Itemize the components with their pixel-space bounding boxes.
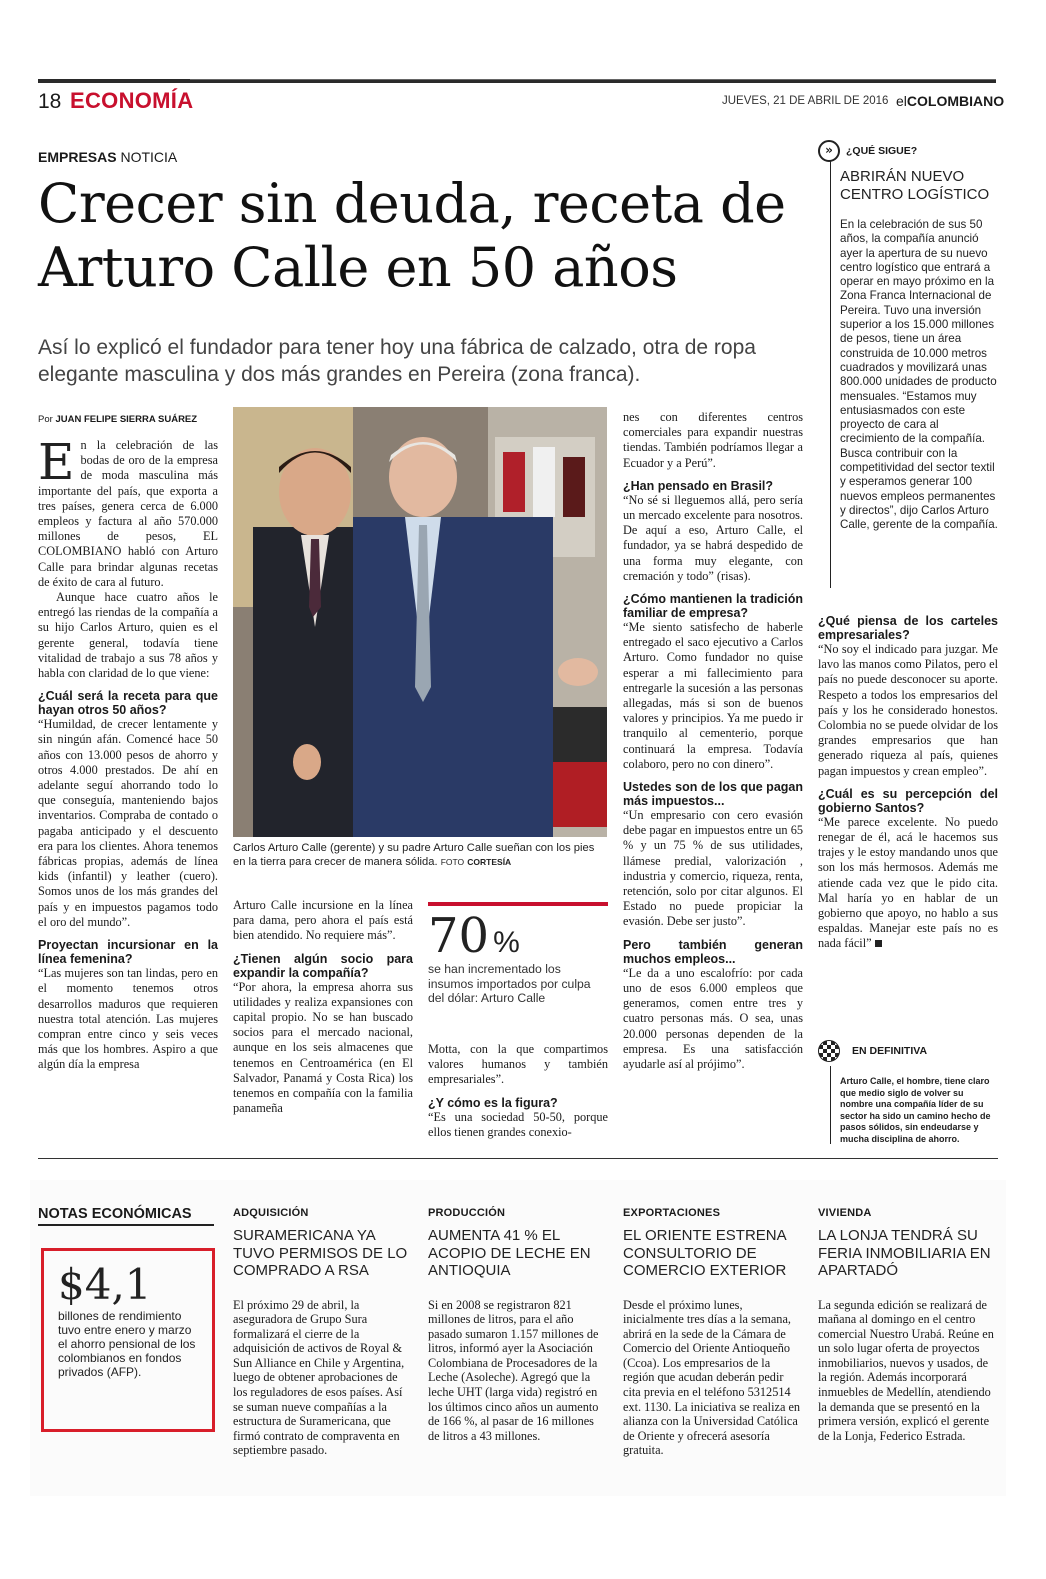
answer-paragraph: “Por ahora, la empresa ahorra sus utilidades y realiza expansiones con capital propio. No se han buscado socios para el mercado nacional, aunque en los seis almacenes que tenemos en Centroamérica (en El Salvador, Panamá y Costa Rica) los tenemos en compañía con la familia panameña [233, 979, 413, 1116]
question-heading: Ustedes son de los que pagan más impuestos... [623, 780, 803, 809]
kicker-type: NOTICIA [116, 149, 178, 165]
highlight-box [41, 1248, 215, 1432]
en-definitiva-rule [830, 1066, 831, 1144]
nota-item [623, 1207, 803, 1458]
question-heading: ¿Cómo mantienen la tradición familiar de empresa? [623, 592, 803, 621]
col1-paragraph-1: n la celebración de las bodas de oro de la empresa de moda masculina más importante del país, que exporta a tres países, genera cerca de 6.000 empleos y factura al año 570.000 millones de pesos, EL COLOMBIANO habló con Arturo Calle para brindar algunas recetas de éxito de cara al futuro. [38, 438, 218, 589]
article-column-3 [623, 410, 803, 1072]
notas-title: NOTAS ECONÓMICAS [38, 1206, 214, 1226]
nota-category: VIVIENDA [818, 1207, 872, 1219]
en-definitiva [818, 1040, 998, 1145]
sidebar-label-row [818, 140, 998, 162]
answer-paragraph [818, 815, 998, 952]
col3b-paragraph: Motta, con la que compartimos valores humanos y también empresariales”. [428, 1042, 608, 1087]
answer-paragraph: “Es una sociedad 50-50, porque ellos tienen grandes conexio- [428, 1109, 608, 1139]
question-heading: ¿Han pensado en Brasil? [623, 478, 774, 493]
top-rule-thin [190, 79, 996, 80]
sidebar-label: ¿QUÉ SIGUE? [846, 145, 918, 157]
brand-name: COLOMBIANO [906, 93, 1005, 109]
photo-caption [233, 841, 607, 869]
answer-paragraph: “Me siento satisfecho de haberle entregado el saco ejecutivo a Carlos Arturo. Como fundador no quise esperar a mi fallecimiento para entregarle la sucesión a las personas allegadas, más si son de buenos valores y principios. Ya me puedo ir tranquilo al cementerio, porque continuará la empresa. Todavía colaboro, pero no con dinero”. [623, 620, 803, 771]
nota-title: SURAMERICANA YA TUVO PERMISOS DE LO COMPRADO A RSA [233, 1227, 408, 1279]
article-column-4 [818, 606, 998, 952]
article-photo [233, 407, 607, 837]
byline-por: Por [38, 414, 56, 425]
stat-number: 70 [428, 908, 490, 964]
article-column-3b [428, 1042, 608, 1140]
nota-item [818, 1207, 998, 1443]
answer-text: “Me parece excelente. No puedo renegar de él, acá le hacemos sus trajes y le estoy mandando unos que son los más hermosos. Además me atiende cada vez que le pido cita. Mal haría yo en hablar de un gobierno que apoyo, no hablo a sus espaldas. Manejar este país no es nada fácil” [818, 814, 998, 951]
question-heading: Pero también generan muchos empleos... [623, 937, 803, 966]
byline [38, 414, 197, 425]
nota-item [233, 1207, 413, 1458]
question-heading: Proyectan incursionar en la línea femenina? [38, 938, 218, 967]
kicker [38, 149, 177, 165]
photo-credit: CORTESÍA [467, 857, 512, 867]
en-definitiva-label: EN DEFINITIVA [852, 1045, 928, 1057]
sidebar-headline: ABRIRÁN NUEVO CENTRO LOGÍSTICO [840, 168, 990, 203]
stat-text: se han incrementado los insumos importados por culpa del dólar: Arturo Calle [428, 962, 591, 1005]
stat-callout [428, 902, 608, 1006]
col1-paragraph-2: Aunque hace cuatro años le entregó las riendas de la compañía a su hijo Carlos Arturo, quien es el gerente general, todavía tiene vitalidad de trabajo a sus 78 años y habla con claridad de lo que viene: [38, 590, 218, 681]
stat-unit: % [493, 926, 520, 959]
answer-paragraph: “No soy el indicado para juzgar. Me lavo las manos como Pilatos, pero el país no puede desconocer su aporte. Respeto a todos los empresarios del país y los he considerado honestos. Colombia no se puede olvidar de los grandes empresarios que han generado riqueza al país, quienes pagan impuestos y crean empleo”. [818, 642, 998, 778]
question-heading: ¿Tienen algún socio para expandir la compañía? [233, 951, 413, 980]
question-heading: ¿Cuál es su percepción del gobierno Santos? [818, 786, 998, 815]
checker-icon [818, 1040, 840, 1062]
brand-logo [896, 93, 1004, 109]
answer-paragraph: “Le da a uno escalofrío: por cada uno de esos 6.000 empleos que generamos, comen entre tres y cuatro personas más. O sea, unas 20.000 personas dependen de la empresa. Es una satisfacción ayudarle así al prójimo”. [623, 965, 803, 1071]
nota-item [428, 1207, 608, 1443]
highlight-amount: $4,1 [58, 1260, 152, 1309]
sidebar-rule [830, 160, 831, 588]
nota-body: El próximo 29 de abril, la aseguradora de Grupo Sura formalizará el cierre de la adquisición de activos de Royal & Sun Alliance en Chile y Argentina, luego de obtener aprobaciones de los reguladores de esos países. Así se suman nueve compañías a la estructura de Suramericana, que firmó contrato de compraventa en septiembre pasado. [233, 1297, 405, 1458]
col2-paragraph: Arturo Calle incursione en la línea para dama, pero ahora el país está bien atendido. No requiere más”. [233, 898, 413, 943]
section-title: ECONOMÍA [70, 88, 194, 113]
issue-date: JUEVES, 21 DE ABRIL DE 2016 [722, 95, 889, 107]
highlight-text: billones de rendimiento tuvo entre enero y marzo el ahorro pensional de los colombianos en fondos privados (AFP). [58, 1309, 196, 1379]
drop-cap: E [38, 433, 75, 491]
nota-category: ADQUISICIÓN [233, 1207, 309, 1219]
nota-title: LA LONJA TENDRÁ SU FERIA INMOBILIARIA EN APARTADÓ [818, 1227, 991, 1279]
sidebar-text: En la celebración de sus 50 años, la compañía anunció ayer la apertura de su nuevo centro logístico que entrará a operar en mayo próximo en la Zona Franca Internacional de Pereira. Tuvo una inversión superior a los 15.000 millones de pesos, tiene un área construida de 10.000 metros cuadrados y movilizará unas 800.000 unidades de producto mensuales. “Estamos muy entusiasmados con este proyecto de cara al crecimiento de la compañía. Busca contribuir con la competitividad del sector textil y esperamos generar 100 nuevos empleos permanentes y directos”, dijo Carlos Arturo Calle, gerente de la compañía. [840, 218, 998, 532]
caption-text: Carlos Arturo Calle (gerente) y su padre Arturo Calle sueñan con los pies en la tierra para crecer de manera sólida. [233, 842, 595, 868]
kicker-section: EMPRESAS [38, 149, 117, 165]
section-divider [38, 1158, 998, 1159]
photo-credit-label: FOTO [440, 857, 465, 867]
en-definitiva-label-row [818, 1040, 998, 1062]
nota-category: EXPORTACIONES [623, 1207, 721, 1219]
brand-prefix: el [896, 93, 907, 109]
headline: Crecer sin deuda, receta de Arturo Calle en 50 años [38, 172, 786, 299]
subheadline: Así lo explicó el fundador para tener hoy una fábrica de calzado, otra de ropa elegante masculina y dos más grandes en Pereira (zona franca). [38, 336, 756, 386]
answer-paragraph: “Humildad, de crecer lentamente y sin ningún afán. Comencé hace 50 años con 13.000 pesos de ahorro y otros 4.000 prestados. De ahí en adelante seguí ahorrando todo lo que conseguía, manteniendo bajos inventarios. Compraba de contado o pagaba anticipado y el descuento era para los clientes. Ahora tenemos fábricas propias, además de línea kids (infantil) y leather (cuero). Somos unos de los más grandes del país y en impuestos pagamos todo el oro del mundo”. [38, 717, 218, 929]
article-column-1 [38, 433, 218, 1073]
photo-illustration [233, 407, 607, 837]
sidebar-que-sigue [818, 140, 998, 533]
nota-category: PRODUCCIÓN [428, 1207, 506, 1219]
question-heading: ¿Y cómo es la figura? [428, 1095, 558, 1110]
nota-body: Si en 2008 se registraron 821 millones de litros, para el año pasado sumaron 1.157 millones de litros, informó ayer la Asociación Colombiana de Procesadores de la Leche (Asoleche). Agregó que la leche UHT (larga vida) registró en los últimos cinco años un aumento de 166 %, al pasar de 16 millones de litros a 43 millones. [428, 1297, 599, 1443]
article-column-2 [233, 898, 413, 1116]
en-definitiva-text: Arturo Calle, el hombre, tiene claro que medio siglo de volver su nombre una compañía líder de su sector ha sido un camino hecho de pasos sólidos, sin endeudarse y mucha disciplina de ahorro. [840, 1076, 991, 1144]
nota-body: Desde el próximo lunes, inicialmente tres días a la semana, abrirá en la sede de la Cámara de Comercio del Oriente Antioqueño (Ccoa). Los empresarios de la región que acudan deberán pedir cita previa en el teléfono 5312514 ext. 1130. La iniciativa se realiza en alianza con la Universidad Católica de Oriente y ofrecerá asesoría gratuita. [623, 1297, 801, 1458]
nota-title: AUMENTA 41 % EL ACOPIO DE LECHE EN ANTIOQUIA [428, 1227, 591, 1279]
answer-paragraph: “Las mujeres son tan lindas, pero en el momento tenemos otros desarrollos maduros que requieren nuestra total atención. Las mujeres compran entre cinco y seis veces más que los hombres. Aspiro a que algún día la empresa [38, 966, 218, 1072]
col3-paragraph: nes con diferentes centros comerciales para expandir nuestras tiendas. También podríamos llegar a Ecuador y a Perú”. [623, 410, 803, 470]
answer-paragraph: “Un empresario con cero evasión debe pagar en impuestos entre un 65 % y un 75 % de sus utilidades, llámese predial, valorización , industria y comercio, riqueza, renta, retención, solo por citar algunos. El Estado no puede propiciar la evasión. Debe ser justo”. [623, 808, 803, 929]
page-number: 18 [38, 90, 62, 113]
end-mark-icon [875, 940, 882, 947]
question-heading: ¿Cuál será la receta para que hayan otros 50 años? [38, 689, 218, 718]
answer-paragraph: “No sé si lleguemos allá, pero sería un mercado excelente para nosotros. De aquí a eso, Arturo Calle, el fundador, ya se habrá despedido de una forma muy elegante, con cremación y todo” (risas). [623, 492, 803, 583]
nota-body: La segunda edición se realizará de mañana al domingo en el centro comercial Nuestro Urabá. Reúne en un solo lugar oferta de proyectos inmobiliarios, nuevos y usados, de la región. Además incorporará inmuebles de Medellín, atendiendo la demanda que se presentó en la primera versión, explicó el gerente de la Lonja, Federico Estrada. [818, 1297, 994, 1443]
byline-author: JUAN FELIPE SIERRA SUÁREZ [55, 414, 198, 425]
nota-title: EL ORIENTE ESTRENA CONSULTORIO DE COMERCIO EXTERIOR [623, 1227, 787, 1279]
double-chevron-icon: » [818, 140, 840, 162]
question-heading: ¿Qué piensa de los carteles empresariales? [818, 614, 998, 642]
